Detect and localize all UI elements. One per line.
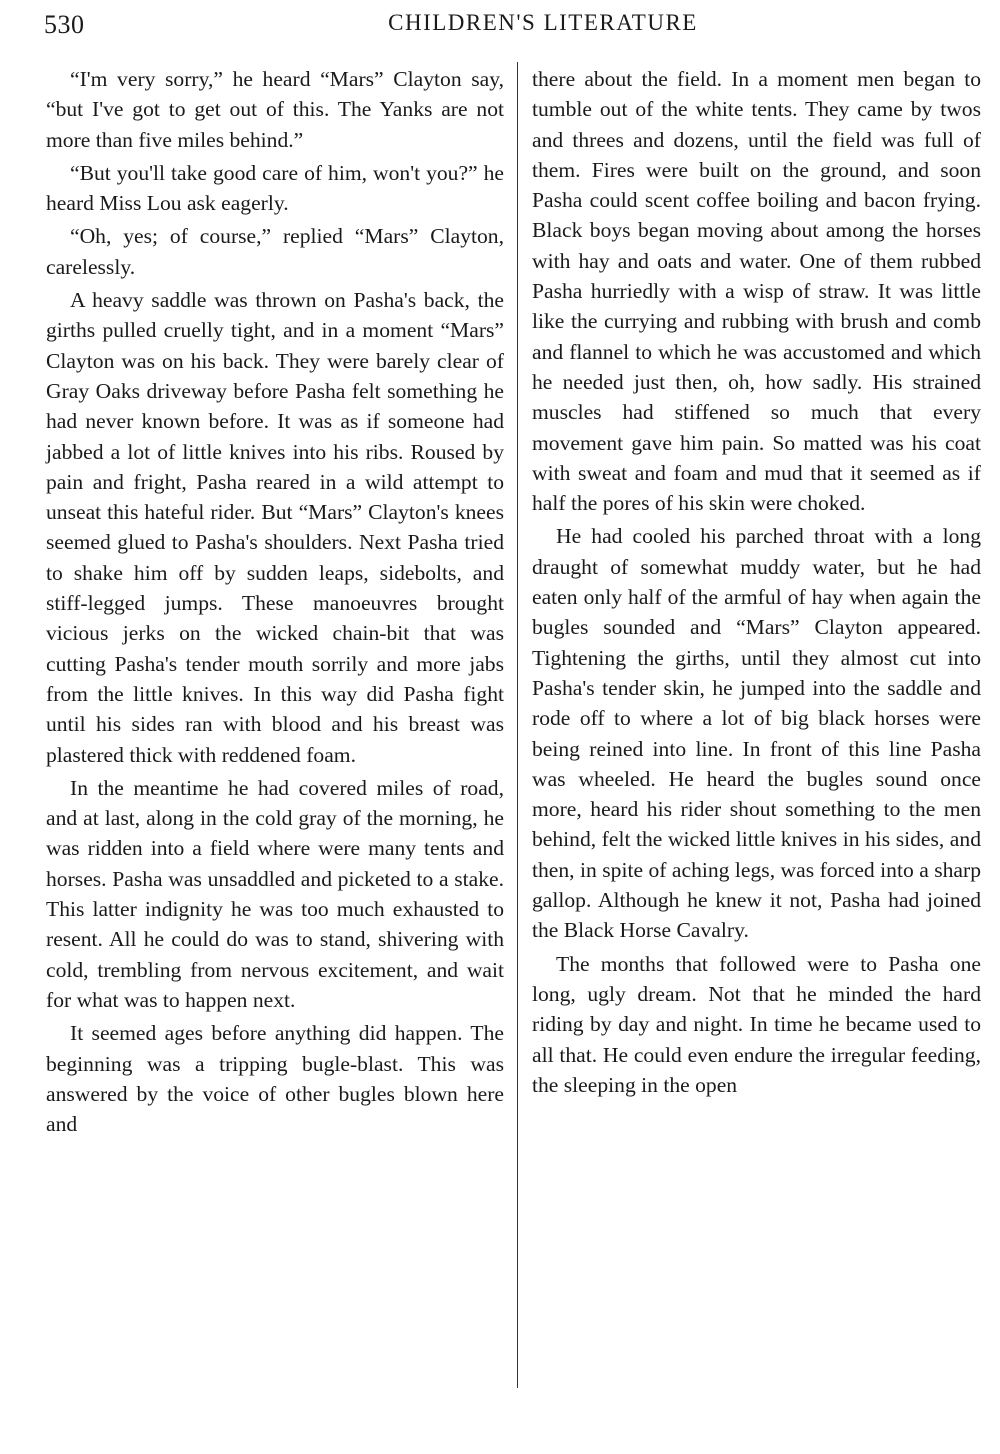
paragraph: In the meantime he had covered miles of road, and at last, along in the cold gray of the morning, he was ridden into a field where were many tents and horses. Pasha was unsaddled and picketed to a stake. This latter indignity he was too much exhausted to resent. All he could do was to stand, shivering with cold, trembling from nervous excitement, and wait for what was to happen next. (46, 775, 504, 1012)
page-number: 530 (44, 10, 85, 39)
paragraph: He had cooled his parched throat with a long draught of somewhat muddy water, but he had eaten only half of the armful of hay when again the bugles sounded and “Mars” Clayton appeared. Tightening the girths, until they almost cut into Pasha's tender skin, he jumped into the saddle and rode off to where a lot of big black horses were being reined into line. In front of this line Pasha was wheeled. He heard the bugles sound once more, heard his rider shout something to the men behind, felt the wicked little knives in his sides, and then, in spite of aching legs, was forced into a sharp gallop. Although he knew it not, Pasha had joined the Black Horse Cavalry. (532, 524, 981, 943)
running-head: CHILDREN'S LITERATURE (388, 10, 698, 35)
paragraph: “I'm very sorry,” he heard “Mars” Clayton say, “but I've got to get out of this. The Yanks are not more than five miles behind.” (46, 67, 504, 152)
paragraph: “But you'll take good care of him, won't you?” he heard Miss Lou ask eagerly. (46, 160, 504, 216)
right-column (532, 64, 981, 1100)
left-column (46, 64, 504, 1139)
paragraph: It seemed ages before anything did happen. The beginning was a tripping bugle-blast. This was answered by the voice of other bugles blown here and (46, 1021, 504, 1137)
paragraph: “Oh, yes; of course,” replied “Mars” Clayton, carelessly. (46, 224, 504, 279)
paragraph: The months that followed were to Pasha one long, ugly dream. Not that he minded the hard riding by day and night. In time he became used to all that. He could even endure the irregular feeding, the sleeping in the open (532, 951, 981, 1097)
paragraph-continued: there about the field. In a moment men began to tumble out of the white tents. They came by twos and threes and dozens, until the field was full of them. Fires were built on the ground, and soon Pasha could scent coffee boiling and bacon frying. Black boys began moving about among the horses with hay and oats and water. One of them rubbed Pasha hurriedly with a wisp of straw. It was little like the currying and rubbing with brush and comb and flannel to which he was accustomed and which he needed just then, oh, how sadly. His strained muscles had stiffened so much that every movement gave him pain. So matted was his coat with sweat and foam and mud that it seemed as if half the pores of his skin were choked. (532, 67, 981, 516)
paragraph: A heavy saddle was thrown on Pasha's back, the girths pulled cruelly tight, and in a moment “Mars” Clayton was on his back. They were barely clear of Gray Oaks driveway before Pasha felt something he had never known before. It was as if someone had jabbed a lot of little knives into his ribs. Roused by pain and fright, Pasha reared in a wild attempt to unseat this hateful rider. But “Mars” Clayton's knees seemed glued to Pasha's shoulders. Next Pasha tried to shake him off by sudden leaps, sidebolts, and stiff-legged jumps. These manoeuvres brought vicious jerks on the wicked chain-bit that was cutting Pasha's tender mouth sorrily and more jabs from the little knives. In this way did Pasha fight until his sides ran with blood and his breast was plastered thick with reddened foam. (46, 288, 504, 767)
page-header (0, 6, 1000, 40)
column-divider (517, 62, 518, 1388)
